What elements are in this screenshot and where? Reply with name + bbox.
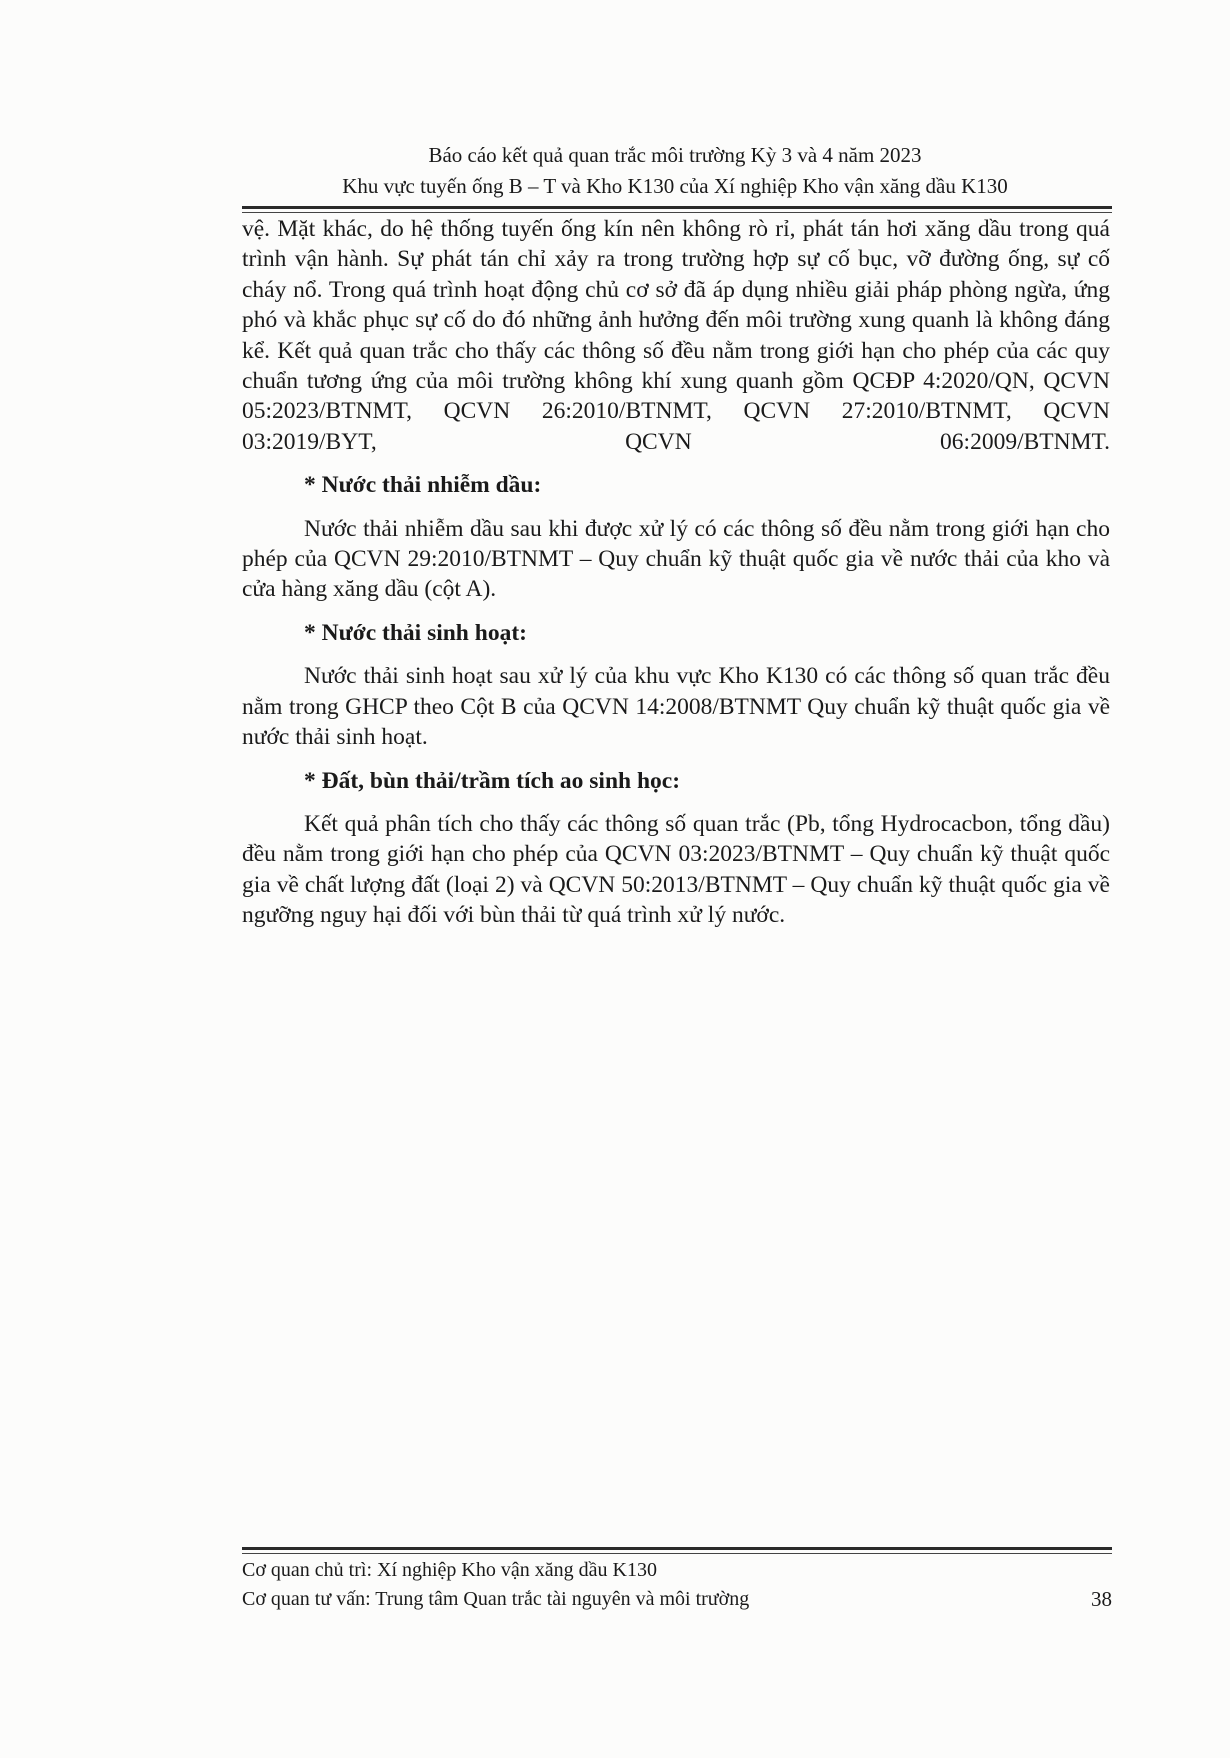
footer-host-agency: Cơ quan chủ trì: Xí nghiệp Kho vận xăng dầu K130 xyxy=(242,1559,657,1581)
header-divider xyxy=(242,206,1112,213)
intro-paragraph: vệ. Mặt khác, do hệ thống tuyến ống kín nên không rò rỉ, phát tán hơi xăng dầu trong quá trình vận hành. Sự phát tán chỉ xảy ra trong trường hợp sự cố bục, vỡ đường ống, sự cố cháy nổ. Trong quá trình hoạt động chủ cơ sở đã áp dụng nhiều giải pháp phòng ngừa, ứng phó và khắc phục sự cố do đó những ảnh hưởng đến môi trường xung quanh là không đáng kể. Kết quả quan trắc cho thấy các thông số đều nằm trong giới hạn cho phép của các quy chuẩn tương ứng của môi trường không khí xung quanh gồm QCĐP 4:2020/QN, QCVN 05:2023/BTNMT, QCVN 26:2010/BTNMT, QCVN 27:2010/BTNMT, QCVN 03:2019/BYT, QCVN 06:2009/BTNMT. xyxy=(242,216,1110,455)
header-title-line-2: Khu vực tuyến ống B – T và Kho K130 của Xí nghiệp Kho vận xăng dầu K130 xyxy=(342,174,1008,198)
footer-divider xyxy=(242,1547,1112,1554)
section-text-soil-sludge: Kết quả phân tích cho thấy các thông số quan trắc (Pb, tổng Hydrocacbon, tổng dầu) đều nằm trong giới hạn cho phép của QCVN 03:2023/BTNMT – Quy chuẩn kỹ thuật quốc gia về chất lượng đất (loại 2) và QCVN 50:2013/BTNMT – Quy chuẩn kỹ thuật quốc gia về ngưỡng nguy hại đối với bùn thải từ quá trình xử lý nước. xyxy=(242,810,1110,929)
section-heading-soil-sludge: * Đất, bùn thải/trầm tích ao sinh học: xyxy=(304,767,681,794)
section-text-domestic-wastewater: Nước thải sinh hoạt sau xử lý của khu vực Kho K130 có các thông số quan trắc đều nằm trong GHCP theo Cột B của QCVN 14:2008/BTNMT Quy chuẩn kỹ thuật quốc gia về nước thải sinh hoạt. xyxy=(242,663,1110,751)
section-heading-oily-wastewater: * Nước thải nhiễm dầu: xyxy=(304,472,542,499)
footer-consulting-agency xyxy=(242,1585,1112,1614)
section-text-oily-wastewater: Nước thải nhiễm dầu sau khi được xử lý có các thông số đều nằm trong giới hạn cho phép của QCVN 29:2010/BTNMT – Quy chuẩn kỹ thuật quốc gia về nước thải của kho và cửa hàng xăng dầu (cột A). xyxy=(242,515,1110,603)
page-footer xyxy=(242,1556,1112,1614)
document-body xyxy=(242,214,1110,931)
page-header xyxy=(242,140,1108,202)
section-heading-domestic-wastewater: * Nước thải sinh hoạt: xyxy=(304,619,527,646)
page-number: 38 xyxy=(1091,1587,1112,1611)
footer-consulting-agency-text: Cơ quan tư vấn: Trung tâm Quan trắc tài nguyên và môi trường xyxy=(242,1588,750,1610)
header-title-line-1: Báo cáo kết quả quan trắc môi trường Kỳ 3 và 4 năm 2023 xyxy=(428,143,922,167)
